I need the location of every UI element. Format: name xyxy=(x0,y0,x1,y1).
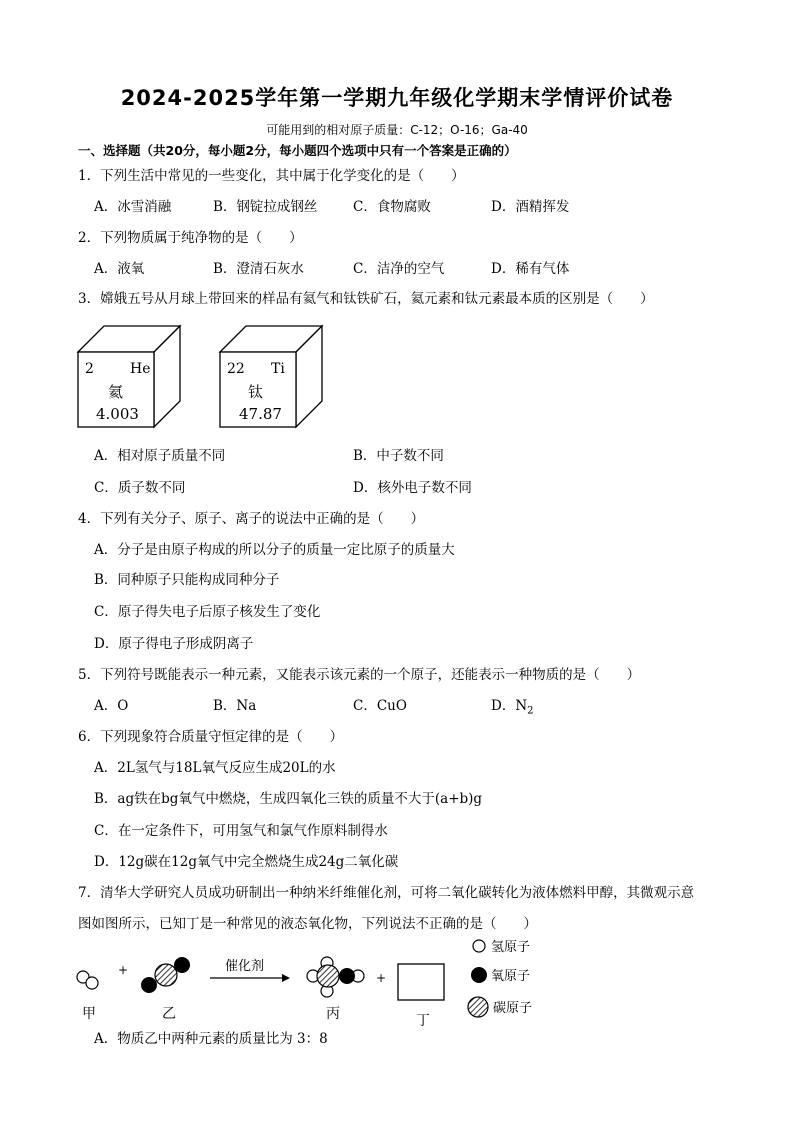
label-yi: 乙 xyxy=(162,1006,176,1022)
question-1-stem: 1．下列生活中常见的一些变化，其中属于化学变化的是（ ） xyxy=(78,168,465,184)
q2-option-b: B．澄清石灰水 xyxy=(213,261,304,277)
molecule-ding-box xyxy=(398,964,444,1000)
carbon-atom xyxy=(317,965,339,987)
q3-option-c: C．质子数不同 xyxy=(94,480,186,496)
legend-hydrogen-icon xyxy=(473,940,485,952)
q6-option-b: B．ag铁在bg氧气中燃烧，生成四氧化三铁的质量不大于(a+b)g xyxy=(94,791,483,807)
molecule-yi xyxy=(141,957,190,993)
catalyst-label: 催化剂 xyxy=(225,959,265,974)
section-heading: 一、选择题（共20分，每小题2分，每小题四个选项中只有一个答案是正确的） xyxy=(78,143,517,158)
question-7-stem-line2: 图如图所示，已知丁是一种常见的液态氧化物，下列说法不正确的是（ ） xyxy=(78,916,537,932)
helium-symbol: He xyxy=(130,361,151,377)
oxygen-atom xyxy=(141,977,157,993)
q5-option-a: A．O xyxy=(94,698,129,714)
molecule-bing xyxy=(307,957,364,997)
q2-option-d: D．稀有气体 xyxy=(491,261,570,277)
question-3-stem: 3．嫦娥五号从月球上带回来的样品有氦气和钛铁矿石，氦元素和钛元素最本质的区别是（ ） xyxy=(78,291,654,307)
question-5-stem: 5．下列符号既能表示一种元素，又能表示该元素的一个原子，还能表示一种物质的是（ ） xyxy=(78,667,641,683)
q4-option-c: C．原子得失电子后原子核发生了变化 xyxy=(94,604,321,620)
oxygen-atom xyxy=(339,968,355,984)
question-4-stem: 4．下列有关分子、原子、离子的说法中正确的是（ ） xyxy=(78,511,425,527)
q5-option-d-subscript: 2 xyxy=(527,705,534,717)
label-bing: 丙 xyxy=(326,1006,340,1022)
q6-option-a: A．2L氢气与18L氧气反应生成20L的水 xyxy=(94,760,336,776)
helium-number: 2 xyxy=(85,361,94,377)
plus-sign-2: + xyxy=(376,971,387,985)
q1-option-c: C．食物腐败 xyxy=(353,199,431,215)
q2-option-c: C．洁净的空气 xyxy=(353,261,445,277)
titanium-symbol: Ti xyxy=(271,361,285,377)
q1-option-a: A．冰雪消融 xyxy=(94,199,172,215)
q5-option-d-text: D．N xyxy=(491,698,528,714)
q2-option-a: A．液氧 xyxy=(94,261,145,277)
page-title: 2024-2025学年第一学期九年级化学期末学情评价试卷 xyxy=(120,86,674,110)
q4-option-a: A．分子是由原子构成的所以分子的质量一定比原子的质量大 xyxy=(94,542,455,558)
q1-option-b: B．钢锭拉成钢丝 xyxy=(213,199,318,215)
q4-option-d: D．原子得电子形成阴离子 xyxy=(94,636,254,652)
arrow-head-icon xyxy=(282,974,290,982)
q3-option-a: A．相对原子质量不同 xyxy=(94,448,226,464)
legend-oxygen: 氧原子 xyxy=(491,969,531,984)
hydrogen-atom xyxy=(86,977,98,989)
q6-option-c: C．在一定条件下，可用氢气和氯气作原料制得水 xyxy=(94,823,388,839)
label-jia: 甲 xyxy=(82,1006,96,1022)
question-7-stem-line1: 7．清华大学研究人员成功研制出一种纳米纤维催化剂，可将二氧化碳转化为液体燃料甲醇，其微观示意 xyxy=(78,885,695,901)
atomic-mass-note: 可能用到的相对原子质量：C-12；O-16；Ga-40 xyxy=(266,123,528,137)
q5-option-c: C．CuO xyxy=(353,698,407,714)
question-2-stem: 2．下列物质属于纯净物的是（ ） xyxy=(78,230,303,246)
titanium-number: 22 xyxy=(227,361,245,377)
q6-option-d: D．12g碳在12g氧气中完全燃烧生成24g二氧化碳 xyxy=(94,854,399,870)
q3-option-d: D．核外电子数不同 xyxy=(353,480,472,496)
question-6-stem: 6．下列现象符合质量守恒定律的是（ ） xyxy=(78,729,344,745)
legend-hydrogen: 氢原子 xyxy=(491,940,531,955)
label-ding: 丁 xyxy=(416,1013,430,1027)
helium-mass: 4.003 xyxy=(96,405,139,423)
legend-carbon: 碳原子 xyxy=(493,1001,533,1016)
legend-carbon-icon xyxy=(468,997,488,1017)
element-cards-figure xyxy=(76,324,326,430)
q5-option-d xyxy=(491,697,534,721)
q1-option-d: D．酒精挥发 xyxy=(491,199,570,215)
reaction-diagram xyxy=(70,932,570,1027)
element-card-helium xyxy=(78,326,180,427)
carbon-atom xyxy=(155,964,177,986)
q4-option-b: B．同种原子只能构成同种分子 xyxy=(94,572,280,588)
molecule-jia xyxy=(77,971,98,989)
q7-option-a: A．物质乙中两种元素的质量比为 3：8 xyxy=(94,1031,328,1047)
legend-oxygen-icon xyxy=(471,967,487,983)
titanium-name: 钛 xyxy=(248,383,264,401)
plus-sign-1: + xyxy=(118,963,129,977)
q3-option-b: B．中子数不同 xyxy=(353,448,444,464)
q5-option-b: B．Na xyxy=(213,698,257,714)
element-card-titanium xyxy=(220,326,322,427)
titanium-mass: 47.87 xyxy=(239,405,282,423)
diagram-legend xyxy=(468,940,532,1017)
helium-name: 氦 xyxy=(108,383,124,401)
